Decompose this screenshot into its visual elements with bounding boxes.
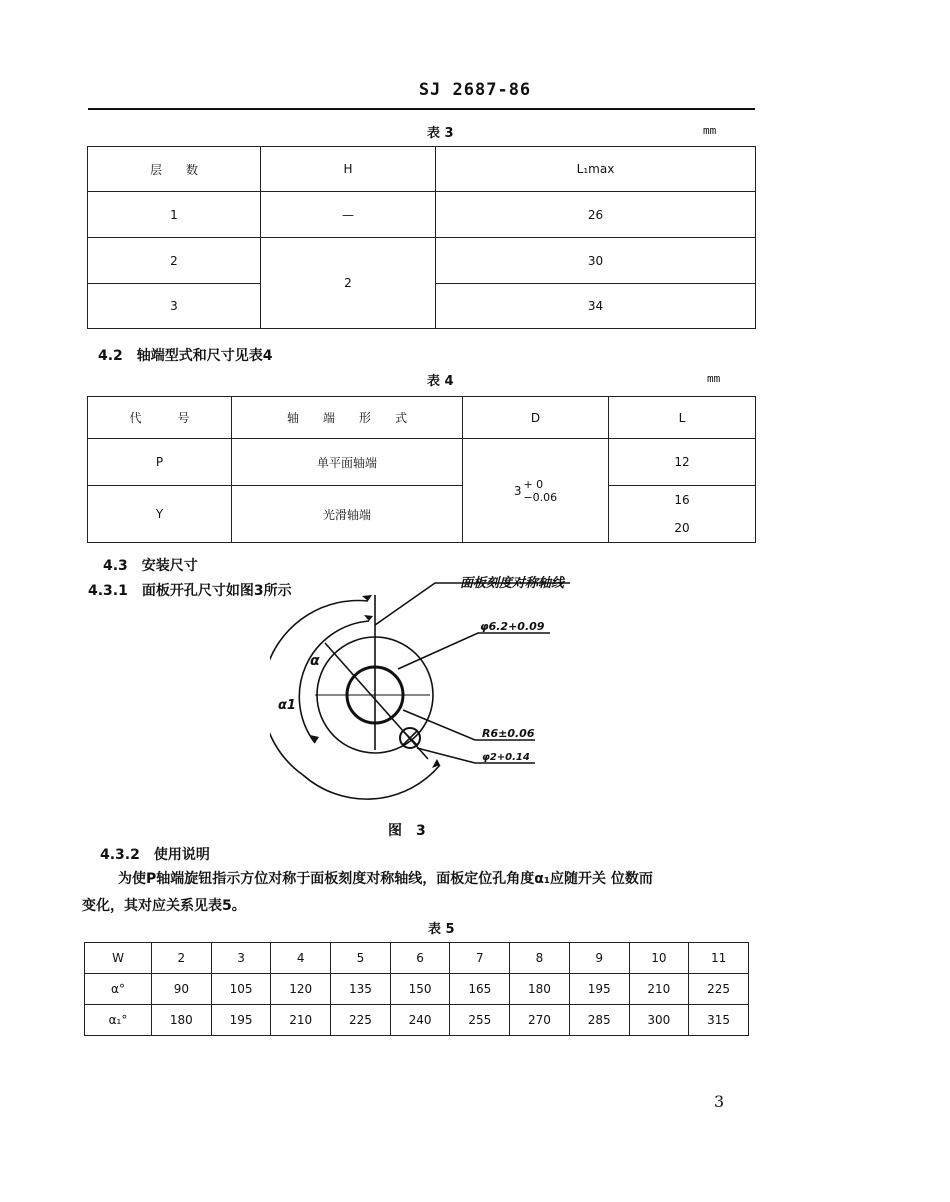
table5-caption: 表 5: [428, 922, 455, 937]
table4: [87, 396, 756, 543]
table5-cell: 11: [689, 943, 749, 974]
table4-cell: Y: [88, 486, 232, 543]
table5-cell: 5: [331, 943, 391, 974]
table3-caption: 表 3: [427, 126, 454, 141]
table5-cell: 6: [390, 943, 450, 974]
table5-cell: 3: [211, 943, 271, 974]
table4-cell: [609, 486, 756, 543]
radius-dimension: R6±0.06: [482, 727, 535, 740]
table4-l-16: 16: [674, 493, 690, 507]
table4-d-value: 3: [513, 483, 522, 498]
section-4-2: 4.2 轴端型式和尺寸见表4: [98, 348, 273, 364]
table3-header-h: H: [261, 147, 436, 192]
table4-cell: 单平面轴端: [232, 439, 463, 486]
table5-cell: 150: [390, 974, 450, 1005]
table5-row-header: α°: [85, 974, 152, 1005]
section-4-3: 4.3 安装尺寸: [103, 558, 198, 574]
usage-paragraph-line1: 为使P轴端旋钮指示方位对称于面板刻度对称轴线，面板定位孔角度α₁应随开关 位数而: [118, 871, 653, 887]
table5-cell: 210: [629, 974, 689, 1005]
table5-row-alpha1: [85, 1005, 749, 1036]
table4-d-cell: [463, 439, 609, 543]
table5-cell: 120: [271, 974, 331, 1005]
table5-cell: 180: [510, 974, 570, 1005]
table5-cell: 195: [569, 974, 629, 1005]
table3-cell: —: [261, 192, 436, 238]
table4-d-upper: + 0: [523, 477, 544, 491]
page-number: 3: [714, 1092, 725, 1111]
table4-cell: P: [88, 439, 232, 486]
table3-cell: 1: [88, 192, 261, 238]
table5-cell: 195: [211, 1005, 271, 1036]
table5-cell: 7: [450, 943, 510, 974]
table5-cell: 225: [689, 974, 749, 1005]
table5: [84, 942, 749, 1036]
table5-row-w: [85, 943, 749, 974]
alpha1-label: α1: [278, 698, 296, 713]
table3-unit: mm: [703, 124, 717, 137]
table5-cell: 225: [331, 1005, 391, 1036]
table3-cell: 26: [436, 192, 756, 238]
alpha-label: α: [310, 653, 320, 669]
section-4-3-1: 4.3.1 面板开孔尺寸如图3所示: [88, 583, 292, 599]
table4-header-l: L: [609, 397, 756, 439]
table4-unit: mm: [707, 372, 721, 385]
figure-3-caption: 图 3: [388, 823, 426, 839]
table5-cell: 9: [569, 943, 629, 974]
table5-cell: 90: [152, 974, 212, 1005]
table3-cell: 30: [436, 238, 756, 284]
standard-number: SJ 2687-86: [418, 80, 532, 100]
section-4-3-2: 4.3.2 使用说明: [100, 847, 210, 863]
usage-paragraph-line2: 变化，其对应关系见表5。: [82, 898, 246, 914]
table5-cell: 240: [390, 1005, 450, 1036]
table4-header-form: 轴 端 形 式: [232, 397, 463, 439]
table5-cell: 285: [569, 1005, 629, 1036]
table4-l-20: 20: [674, 521, 690, 535]
table3-header-l: L₁max: [436, 147, 756, 192]
table5-cell: 4: [271, 943, 331, 974]
table5-cell: 135: [331, 974, 391, 1005]
table4-header-d: D: [463, 397, 609, 439]
table5-cell: 10: [629, 943, 689, 974]
table3-header-layers: 层 数: [88, 147, 261, 192]
pin-dimension: φ2+0.14: [482, 752, 530, 763]
hole-leader: [398, 633, 550, 669]
table5-cell: 180: [152, 1005, 212, 1036]
table5-cell: 8: [510, 943, 570, 974]
table5-cell: 210: [271, 1005, 331, 1036]
table5-cell: 270: [510, 1005, 570, 1036]
axis-label: 面板刻度对称轴线: [460, 576, 565, 591]
arrowhead: [364, 615, 373, 621]
table3-cell: 2: [88, 238, 261, 284]
table5-cell: 315: [689, 1005, 749, 1036]
table4-cell: 光滑轴端: [232, 486, 463, 543]
table5-cell: 300: [629, 1005, 689, 1036]
table4-d-lower: −0.06: [523, 490, 558, 504]
table5-row-alpha: [85, 974, 749, 1005]
table5-row-header: α₁°: [85, 1005, 152, 1036]
figure-3: [270, 575, 600, 800]
table3-cell: 2: [261, 238, 436, 329]
table5-row-header: W: [85, 943, 152, 974]
table5-cell: 165: [450, 974, 510, 1005]
header-rule: [88, 108, 755, 110]
table3-cell: 34: [436, 284, 756, 329]
table3-cell: 3: [88, 284, 261, 329]
table4-header-code: 代 号: [88, 397, 232, 439]
table5-cell: 105: [211, 974, 271, 1005]
table4-caption: 表 4: [427, 374, 454, 389]
table5-cell: 2: [152, 943, 212, 974]
hole-dimension: φ6.2+0.09: [480, 620, 545, 633]
table3: [87, 146, 756, 329]
table5-cell: 255: [450, 1005, 510, 1036]
table4-cell: 12: [609, 439, 756, 486]
